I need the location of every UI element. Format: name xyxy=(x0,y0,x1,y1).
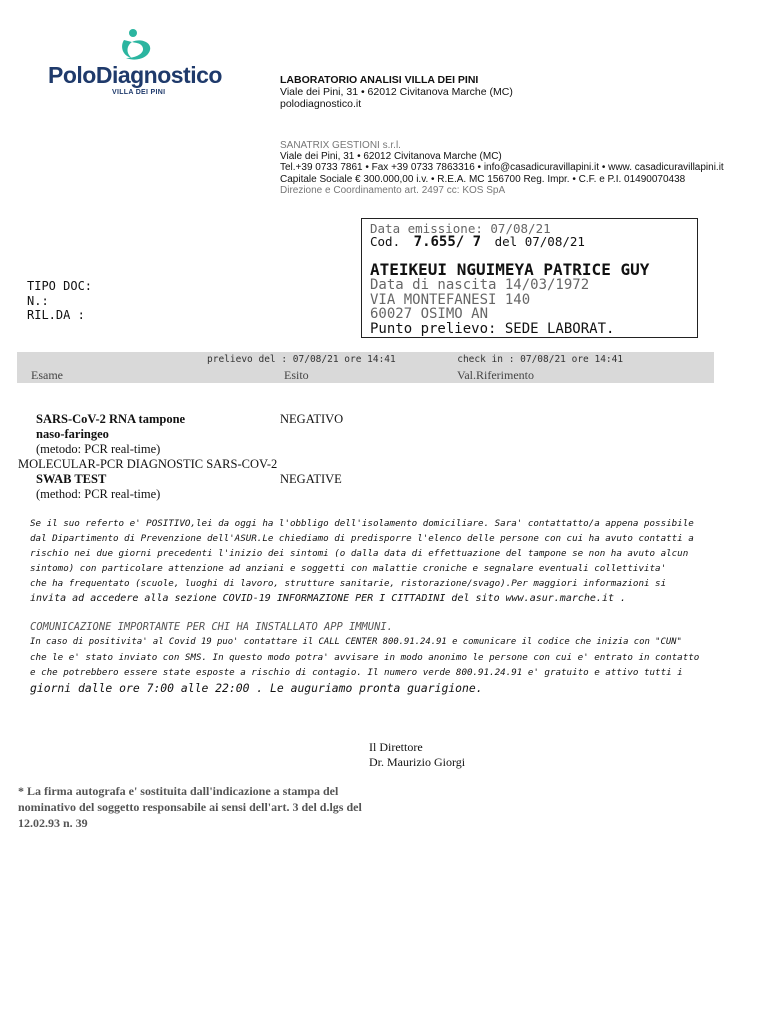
draw-point: Punto prelievo: SEDE LABORAT. xyxy=(370,321,615,337)
column-reference: Val.Riferimento xyxy=(457,368,534,382)
notice-line: sintomo) con particolare attenzione ad anziani e soggetti con malattie croniche e segnalare eventuali collettivita' xyxy=(30,563,667,574)
tipo-doc-label: TIPO DOC: xyxy=(27,279,93,293)
logo-subtitle: VILLA DEI PINI xyxy=(112,89,166,96)
company-name: SANATRIX GESTIONI s.r.l. xyxy=(280,140,401,151)
company-direction: Direzione e Coordinamento art. 2497 cc: KOS SpA xyxy=(280,184,506,196)
patient-street: VIA MONTEFANESI 140 xyxy=(370,292,531,308)
exam-name: SWAB TEST xyxy=(36,472,107,486)
exam-result: NEGATIVO xyxy=(280,412,344,426)
signature-name: Dr. Maurizio Giorgi xyxy=(369,755,466,769)
polodiagnostico-logo-icon xyxy=(118,28,158,64)
sample-times xyxy=(207,354,623,365)
lab-name: LABORATORIO ANALISI VILLA DEI PINI xyxy=(280,74,479,86)
check-in-time: check in : 07/08/21 ore 14:41 xyxy=(457,354,624,365)
exam-heading: MOLECULAR-PCR DIAGNOSTIC SARS-COV-2 xyxy=(18,457,278,471)
company-contacts: Tel.+39 0733 7861 • Fax +39 0733 7863316 • info@casadicuravillapini.it • www. casadicuravillapini.it xyxy=(280,162,724,174)
ril-da-label: RIL.DA : xyxy=(27,308,85,322)
exam-result: NEGATIVE xyxy=(280,472,342,486)
signature-footnote: * La firma autografa e' sostituita dall'indicazione a stampa del nominativo del soggetto responsabile ai sensi dell'art. 3 del d.lgs del 12.02.93 n. 39 xyxy=(18,784,362,830)
exam-method: (method: PCR real-time) xyxy=(36,487,161,501)
lab-website: polodiagnostico.it xyxy=(280,98,362,110)
number-label: N.: xyxy=(27,293,49,308)
company-capital: Capitale Sociale € 300.000,00 i.v. • R.E.A. MC 156700 Reg. Impr. • C.F. e P.I. 01490070438 xyxy=(280,173,686,185)
patient-name: ATEIKEUI NGUIMEYA PATRICE GUY xyxy=(370,260,650,279)
column-exam: Esame xyxy=(31,368,63,382)
app-notice-line: giorni dalle ore 7:00 alle 22:00 . Le auguriamo pronta guarigione. xyxy=(30,681,483,695)
notice-line: dal Dipartimento di Prevenzione dell'ASUR.Le chiediamo di predisporre l'elenco delle persone con cui ha avuto contatti a xyxy=(30,533,694,544)
notice-line: rischio nei due giorni precedenti l'inizio dei sintomi (o dalla data di effettuazione del tampone se non ha avuto alcun xyxy=(30,548,689,559)
code-date: del 07/08/21 xyxy=(494,234,585,249)
signature-role: Il Direttore xyxy=(369,740,423,754)
draw-time: prelievo del : 07/08/21 ore 14:41 xyxy=(207,354,396,365)
code-prefix: Cod. xyxy=(370,234,401,249)
patient-city: 60027 OSIMO AN xyxy=(370,306,489,322)
issue-date: Data emissione: 07/08/21 xyxy=(370,221,551,236)
notice-line: che ha frequentato (scuole, luoghi di lavoro, strutture sanitarie, ristorazione/svago).Per maggiori informazioni si xyxy=(30,578,667,589)
company-address: Viale dei Pini, 31 • 62012 Civitanova Marche (MC) xyxy=(280,151,502,163)
notice-line: invita ad accedere alla sezione COVID-19 INFORMAZIONE PER I CITTADINI del sito www.asur.marche.it . xyxy=(30,593,627,604)
logo-wordmark: PoloDiagnostico xyxy=(48,62,222,88)
lab-address: Viale dei Pini, 31 • 62012 Civitanova Marche (MC) xyxy=(280,86,513,98)
app-notice-title: COMUNICAZIONE IMPORTANTE PER CHI HA INSTALLATO APP IMMUNI. xyxy=(30,621,393,633)
app-notice-line: che le e' stato inviato con SMS. In questo modo potra' avvisare in modo anonimo le persone con cui e' entrato in contatto xyxy=(30,652,700,663)
exam-name-cont: naso-faringeo xyxy=(36,427,109,441)
doc-meta xyxy=(27,279,92,323)
company-block xyxy=(280,140,724,196)
app-notice-line: In caso di positivita' al Covid 19 puo' contattare il CALL CENTER 800.91.24.91 e comunicare il codice che inizia con "CUN" xyxy=(30,637,682,647)
column-result: Esito xyxy=(284,368,309,382)
report-code xyxy=(370,234,585,250)
exam-method: (metodo: PCR real-time) xyxy=(36,442,161,456)
exam-name: SARS-CoV-2 RNA tampone xyxy=(36,412,186,426)
code-number: 7.655/ 7 xyxy=(413,234,482,250)
patient-birth-date: Data di nascita 14/03/1972 xyxy=(370,277,590,293)
app-notice-line: e che potrebbero essere state esposte a rischio di contagio. Il numero verde 800.91.24.91 e' gratuito e attivo tutti i xyxy=(30,667,683,678)
notice-line: Se il suo referto e' POSITIVO,lei da oggi ha l'obbligo dell'isolamento domiciliare. Sara' contattatto/a appena possibile xyxy=(30,518,694,529)
